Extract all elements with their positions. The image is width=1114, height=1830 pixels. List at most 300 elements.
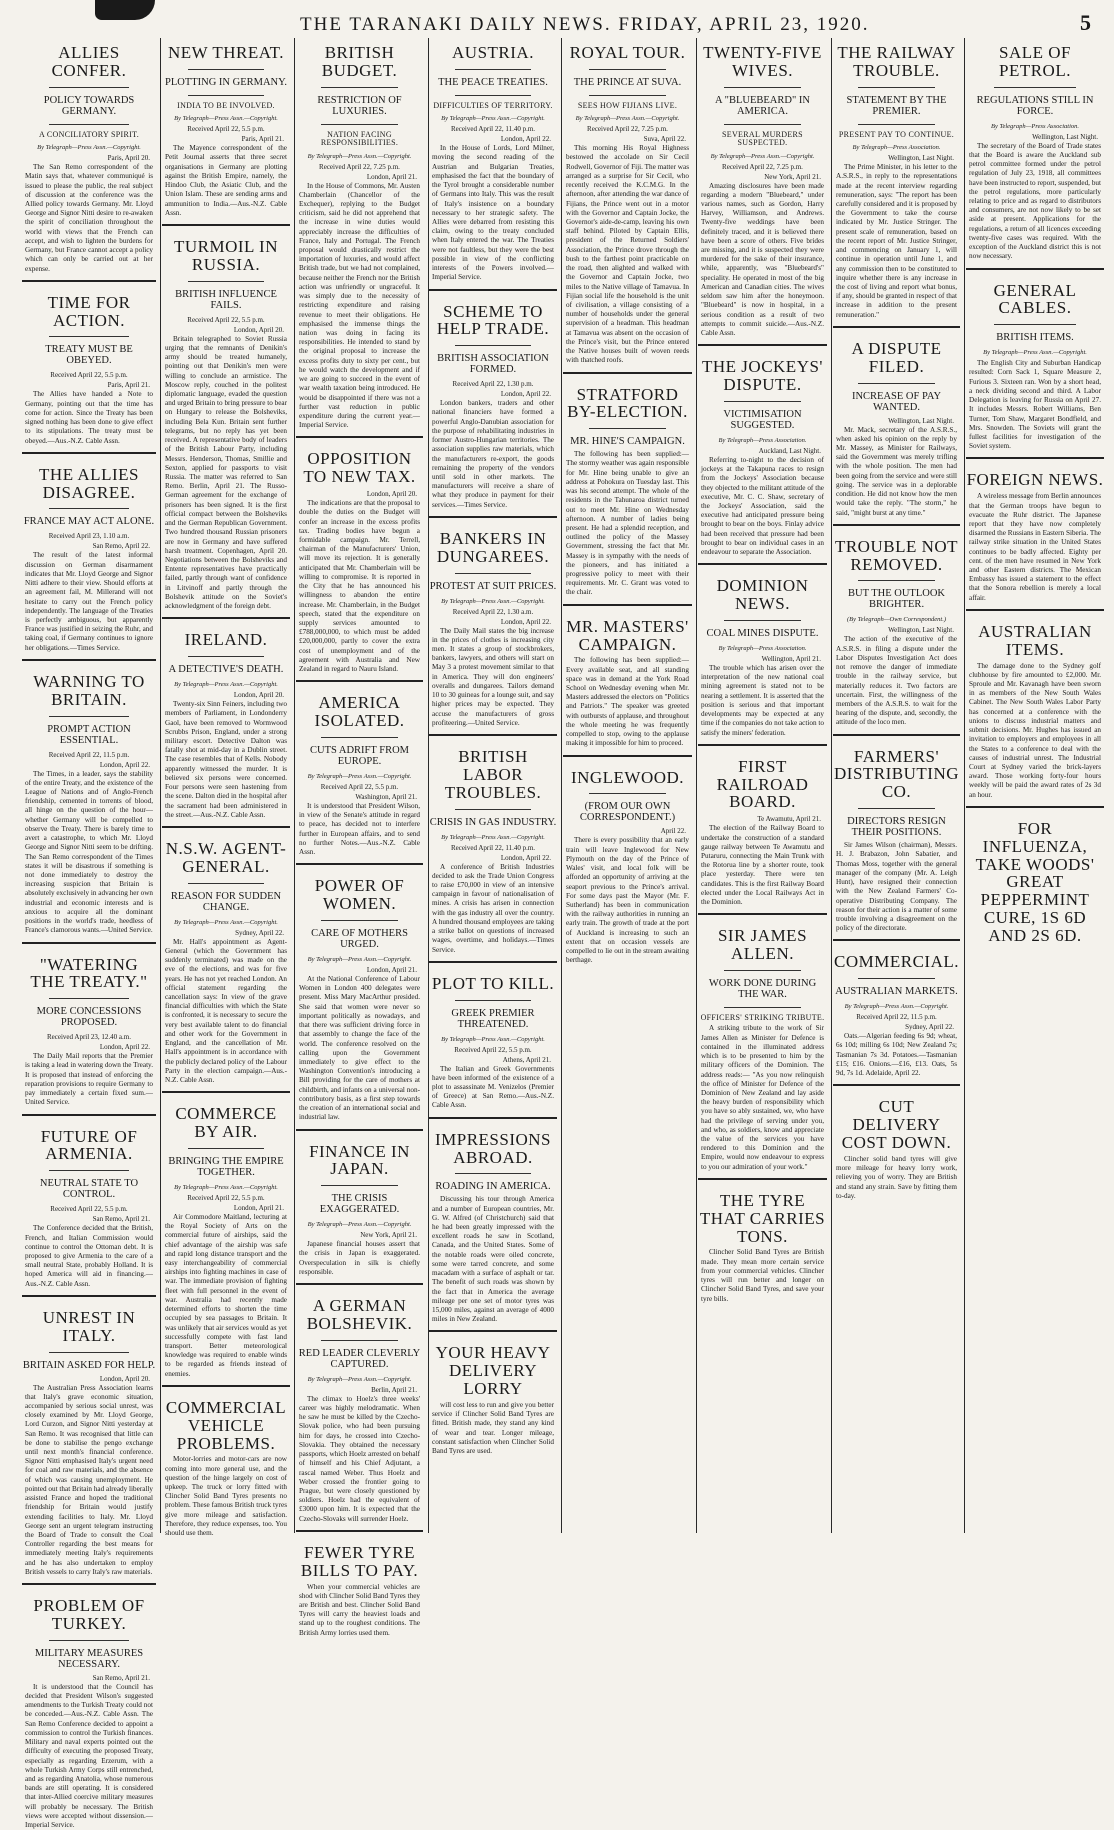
- article: [22, 659, 156, 936]
- dateline: Wellington, April 21.: [761, 655, 821, 664]
- dateline: London, April 20.: [99, 1374, 150, 1383]
- headline: A DISPUTE FILED.: [851, 338, 942, 376]
- article-divider: [429, 1330, 557, 1332]
- subheadline: NEUTRAL STATE TO CONTROL.: [39, 1178, 139, 1201]
- article-divider: [698, 344, 827, 346]
- headline: INGLEWOOD.: [570, 767, 685, 787]
- article-body: A conference of British Industries decided to ask the Trade Union Congress to raise £70,000 in view of an intensive campaign in favour of nationalisation of mines. A crisis has arisen in connection with the gas industry all over the country. A hundred thousand employees are taking a strike ballot on questions of increased wages, overtime, and holidays.—Times Service.: [432, 862, 554, 954]
- article-body: Referring to-night to the decision of jockeys at the Takapuna races to resign from the Jockeys' Association because they objected to the militant attitude of the executive, Mr. C. C. Shaw, secretary of the Jockeys' Association, said the executive had anticipated pressure being brought to bear on the boys. Finlay advice had been received that pressure had been brought to bear on individual cases in an endeavour to separate the Association.: [701, 455, 824, 557]
- article-divider: [966, 806, 1104, 808]
- column-8: [966, 38, 1104, 1533]
- received-line: Received April 22, 5.5 p.m.: [50, 1205, 128, 1214]
- article: [563, 38, 692, 366]
- head-rule: [455, 573, 532, 574]
- received-line: Received April 22, 7.25 p.m.: [722, 162, 803, 171]
- byline: By Telegraph—Press Association.: [990, 122, 1080, 130]
- headline: COMMERCIAL.: [834, 952, 959, 972]
- headline: A GERMAN BOLSHEVIK.: [306, 1296, 413, 1333]
- article: [698, 913, 827, 1172]
- article-divider: [429, 516, 557, 518]
- headline: DOMINION NEWS.: [716, 576, 809, 614]
- headline: STRATFORD BY-ELECTION.: [567, 384, 688, 422]
- article: [833, 939, 960, 1078]
- article-body: Clincher Solid Band Tyres are British made. They mean more certain service from your commercial vehicles. Clincher tyres will run better and longer on Clincher Solid Band Tyres, and save your tyre bills.: [701, 1248, 824, 1303]
- headline: FOR INFLUENZA, TAKE WOODS' GREAT PEPPERMINT CURE, 1S 6D AND 2S 6D.: [975, 818, 1095, 945]
- head-rule: [321, 87, 397, 88]
- headline: THE RAILWAY TROUBLE.: [837, 43, 956, 80]
- subheadline: THE CRISIS EXAGGERATED.: [319, 1193, 400, 1216]
- article-divider: [833, 734, 960, 736]
- newspaper-columns: [22, 38, 1108, 1830]
- byline: By Telegraph—Press Association.: [718, 645, 807, 653]
- received-line: Received April 22, 5.5 p.m.: [187, 1193, 265, 1202]
- subheadline: SEVERAL MURDERS SUSPECTED.: [722, 129, 803, 148]
- article-body: Britain telegraphed to Soviet Russia urging that the remnants of Denikin's army should be treated humanely, pointing out that Denikin's men were willing to conclude an armistice. The Moscow reply, couched in the politest diplomatic language, evaded the question and urged Britain to bring pressure to bear on Hungary to release the Bolsheviks, including Bela Kun. Britain sent further telegrams, but no reply has yet been received. A representative body of leaders of the British Labour Party, including Messrs. Henderson, Thomas, Smillie and Sexton, applied for passports to visit Russia. The matter was referred to San Remo. Berlin, April 21. The Russo-German agreement for the exchange of prisoners has been signed. It is the first official compact between the Bolsheviks and the German Republican Government. Two hundred thousand Russian prisoners are now in Germany and have suffered harsh treatment. Copenhagen, April 20. Negotiations between the Bolsheviks and Entente representatives have practically failed, partly through want of confidence in Litvinoff and partly through the Bolshevik attitude on the Soviet's acknowledgment of the foreign debt.: [165, 334, 287, 611]
- subheadline: NATION FACING RESPONSIBILITIES.: [320, 129, 399, 148]
- dateline: London, April 22.: [99, 1043, 150, 1052]
- head-rule: [455, 95, 532, 96]
- article: [698, 563, 827, 737]
- dateline: Paris, April 21.: [107, 381, 150, 390]
- article-divider: [833, 1084, 960, 1086]
- article-body: The Allies have handed a Note to Germany, pointing out that the time has come for action. Since the Treaty has been signed nothing has been done to give effect to its stipulations. The treaty must be obeyed.—Aus.-N.Z. Cable Assn.: [25, 390, 153, 445]
- column-rule: [964, 38, 965, 1533]
- article-body: The English City and Suburban Handicap resulted: Corn Sack 1, Square Measure 2, Furious 3. Sixteen ran. Won by a short head, a neck dividing second and third. A Labor Delegation is leaving for Russia on April 27. It includes Messrs. Robert Williams, Ben Turner, Tom Shaw, Margaret Bondfield, and Mrs. Snowden. The Soviets will grant the fullest facilities for investigation of the Soviet system.: [969, 359, 1101, 451]
- article-divider: [22, 1114, 156, 1116]
- article: [429, 1330, 557, 1456]
- byline: By Telegraph—Press Assn.—Copyright.: [307, 152, 412, 160]
- subheadline: INDIA TO BE INVOLVED.: [177, 100, 275, 110]
- head-rule: [321, 920, 397, 921]
- article-body: The trouble which has arisen over the interpretation of the new national coal mining agreement is stated not to be nearing a settlement. It is asserted that the position is serious and that important developments may be expected at any time if the companies do not take action to satisfy the miners' federation.: [701, 664, 824, 737]
- article-divider: [22, 942, 156, 944]
- headline: WARNING TO BRITAIN.: [33, 671, 145, 709]
- head-rule: [455, 1173, 532, 1174]
- head-rule: [858, 124, 934, 125]
- head-rule: [858, 87, 934, 88]
- article-divider: [563, 604, 692, 606]
- article: [833, 1084, 960, 1201]
- article-body: Clincher solid band tyres will give more mileage for heavy lorry work, relieving you of worry. They are British and stand any strain. Save by fitting them to-day.: [836, 1154, 957, 1200]
- article: [966, 268, 1104, 452]
- head-rule: [321, 124, 397, 125]
- article-body: Mr. Hall's appointment as Agent-General (which the Government has suddenly terminated) was made on the eve of the elections, and was for five years. He has not yet reached London. An official statement regarding the cancellation says: In view of the grave financial difficulties with which the State is confronted, it is necessary to secure the very best available talent to do financial and other work for the Government in England, and the cancellation of Mr. Hall's appointment is in accordance with the publicly declared policy of the Labour Party in the election campaign.—Aus.-N.Z. Cable Assn.: [165, 937, 287, 1084]
- article-body: In the House of Lords, Lord Milner, moving the second reading of the Austrian and Bulgarian Treaties, emphasised the fact that the boundary of the Tyrol brought a considerable number of Germans into Italy. This was the result of Italy's insistence on a boundary necessary to her strategic safety. The Allies were debarred from resisting this claim, owing to the treaty concluded when Italy entered the war. The Treaties were not faultless, but they were the best possible in view of the conflicting interests of the Powers involved.—Imperial Service.: [432, 144, 554, 282]
- subheadline: A CONCILIATORY SPIRIT.: [38, 129, 140, 139]
- subheadline: CRISIS IN GAS INDUSTRY.: [429, 816, 557, 828]
- head-rule: [724, 970, 801, 971]
- article-divider: [296, 1129, 423, 1131]
- article: [162, 38, 290, 218]
- article-divider: [563, 372, 692, 374]
- headline: MR. MASTERS' CAMPAIGN.: [566, 616, 689, 654]
- article-body: Sir James Wilson (chairman), Messrs. H. J. Brabazon, John Sabatier, and Thomas Moss, together with the general manager of the company (Mr. A. Leigh Hunt), have resigned their connection with the New Zealand Farmers' Co-operative Distributing Company. The reason for their action is a matter of some trouble involving a disagreement on the policy of the directorate.: [836, 841, 957, 933]
- column-rule: [428, 38, 429, 1533]
- head-rule: [455, 1000, 532, 1001]
- article: [563, 372, 692, 598]
- subheadline: PRESENT PAY TO CONTINUE.: [838, 129, 955, 139]
- headline: PROBLEM OF TURKEY.: [33, 1596, 145, 1633]
- article-body: There is every possibility that an early train will leave Inglewood for New Plymouth on the day of the Prince of Wales' visit, and local folk will be afforded an opportunity of arriving at the seaport previous to the Prince's arrival. For some days past the Mayor (Mr. F. Sutherland) has been in communication with the railway authorities in running an early train. The growth of trade at the port of Auckland is increasing to such an extent that on occasion vessels are compelled to lie out in the stream awaiting berthage.: [566, 836, 689, 965]
- column-rule: [160, 38, 161, 1533]
- received-line: Received April 22, 1.30 a.m.: [452, 607, 534, 616]
- byline: By Telegraph—Press Assn.—Copyright.: [174, 1183, 278, 1191]
- article: [162, 1091, 290, 1379]
- article: [296, 863, 423, 1122]
- article-divider: [698, 1178, 827, 1180]
- article-body: At the National Conference of Labour Women in London 400 delegates were present. Miss Mary MacArthur presided. She said that women were never so important politically as nowadays, and that there was sufficient driving force in that assembly to change the face of the world. The conference resolved on the calling upon the Government immediately to give effect to the Washington Convention's introducing a Bill providing for the care of mothers at childbirth, and infants on a universal non-contributory basis, as a first step towards the creation of an international social and industrial law.: [299, 975, 420, 1122]
- head-rule: [49, 1352, 129, 1353]
- received-line: Received April 22, 1.30 p.m.: [452, 380, 534, 389]
- article: [22, 1295, 156, 1577]
- article-body: The indications are that the proposal to double the duties on the Budget will confer an increase in the excess profits tax. Trading bodies have begun a formidable campaign. Mr. Terrell, chairman of the Manufacturers' Union, will move its rejection. It is generally anticipated that Mr. Chamberlain will be willing to compromise. It is reported in the City that he has announced his willingness to abandon the entire increase. Mr. Chamberlain, in the Budget speech, stated that the expenditure on supply services amounted to £788,000,000, to which must be added £20,000,000, partly to cover the extra cost of unemployment and of the agreement with Australia and New Zealand in regard to Nauru Island.: [299, 499, 420, 674]
- article: [296, 1530, 423, 1638]
- byline: By Telegraph—Press Assn.—Copyright.: [307, 956, 412, 963]
- head-rule: [455, 809, 532, 810]
- article-divider: [833, 326, 960, 328]
- received-line: Received April 22, 5.5 p.m.: [454, 1045, 532, 1054]
- head-rule: [188, 95, 265, 96]
- dateline: New York, April 21.: [764, 172, 821, 181]
- received-line: Received April 22, 11.40 p.m.: [450, 125, 536, 134]
- article-divider: [429, 289, 557, 291]
- dateline: London, April 20.: [233, 325, 284, 334]
- headline: COMMERCIAL VEHICLE PROBLEMS.: [165, 1397, 287, 1453]
- newspaper-title: THE TARANAKI DAILY NEWS. FRIDAY, APRIL 23, 1920.: [300, 14, 870, 35]
- dateline: London, April 22.: [500, 135, 551, 144]
- dateline: Te Awamutu, April 21.: [757, 815, 821, 824]
- headline: TURMOIL IN RUSSIA.: [174, 237, 278, 274]
- dateline: Paris, April 21.: [241, 135, 284, 144]
- article: [698, 344, 827, 557]
- subheadline: PLOTTING IN GERMANY.: [164, 76, 287, 88]
- received-line: Received April 23, 12.40 a.m.: [47, 1033, 131, 1042]
- subheadline: INCREASE OF PAY WANTED.: [851, 390, 942, 413]
- article-divider: [966, 268, 1104, 270]
- dateline: London, April 22.: [500, 853, 551, 862]
- article: [429, 516, 557, 728]
- subheadline: TREATY MUST BE OBEYED.: [45, 344, 133, 367]
- article: [966, 38, 1104, 262]
- dateline: New York, April 21.: [360, 1231, 417, 1240]
- article-divider: [966, 609, 1104, 611]
- article-body: The following has been supplied:—Every available seat, and all standing space was in demand at the York Road School on Wednesday evening when Mr. Masters addressed the electors on "Politics and Patriots." The speaker was greeted with outbursts of applause, and throughout the whole meeting he was frequently compelled to stop, owing to the applause making it impossible for him to proceed.: [566, 656, 689, 748]
- subheadline: MILITARY MEASURES NECESSARY.: [34, 1647, 144, 1670]
- dateline: Washington, April 21.: [355, 792, 417, 801]
- byline: By Telegraph—Press Assn.—Copyright.: [441, 1035, 545, 1043]
- subheadline: THE PEACE TREATIES.: [438, 76, 548, 88]
- subheadline: RED LEADER CLEVERLY CAPTURED.: [298, 1347, 421, 1370]
- column-rule: [294, 38, 295, 1533]
- byline: By Telegraph—Press Assn.—Copyright.: [307, 772, 412, 780]
- received-line: Received April 22, 5.5 p.m.: [50, 371, 128, 380]
- article-divider: [22, 659, 156, 661]
- headline: BRITISH BUDGET.: [321, 43, 398, 80]
- article-body: A striking tribute to the work of Sir James Allen as Minister for Defence is contained in the illuminated address which is to be presented to him by the military officers of the Dominion. The address reads:— "As you now relinquish the office of Minister for Defence of the Dominion of New Zealand and lay aside the heavy burden of responsibility which you have so ably sustained, we, who have had the privilege of serving under you, and who, as soldiers, know and appreciate the value of the services you have rendered to this Dominion and the Empire, would now endeavour to express to you our admiration of your work.": [701, 1024, 824, 1171]
- article-body: This morning His Royal Highness bestowed the accolade on Sir Cecil Rodwell, Governor of Fiji. The matter was arranged as a surprise for Sir Cecil, who recently received the K.C.M.G. In the afternoon, after attending the war dance of Fijians, the Prince went out in a motor with the Governor and Captain Jocke, the Governor's aide-de-camp, leaving his own staff behind. Piloted by Captain Ellis, president of the Returned Soldiers' Association, the Prince drove through the bush to the farthest point practicable on the road, then alighted and walked with the Governor and Captain Jocke, two miles to the Native village of Tamavua. In Fijian social life the household is the unit of civilisation, a village consisting of a number of households under the general supervision of a headman. This headman at Tamavua was absent on the occasion of the Prince's visit, but the Prince entered the Native houses built of woven reeds with thatched roofs.: [566, 144, 689, 365]
- subheadline: PROTEST AT SUIT PRICES.: [429, 580, 557, 592]
- headline: THE TYRE THAT CARRIES TONS.: [699, 1190, 826, 1246]
- column-6: [698, 38, 827, 1533]
- article: [22, 1583, 156, 1830]
- article: [833, 38, 960, 320]
- received-line: Received April 22, 5.5 p.m.: [187, 125, 265, 134]
- article-divider: [162, 617, 290, 619]
- article: [22, 452, 156, 653]
- subheadline: CUTS ADRIFT FROM EUROPE.: [309, 744, 409, 767]
- headline: AUSTRALIAN ITEMS.: [978, 621, 1092, 659]
- article-body: The election of the Railway Board to undertake the construction of a standard gauge railway between Te Awamutu and Putaruru, connecting the Main Trunk with the Rotorua line by a shorter route, took place yesterday. There were ten candidates. This is the first Railway Board elected under the Local Railways Act in the Dominion.: [701, 824, 824, 907]
- head-rule: [455, 69, 532, 70]
- article-divider: [833, 524, 960, 526]
- headline: THE ALLIES DISAGREE.: [39, 464, 139, 502]
- article-body: The Australian Press Association learns that Italy's grave economic situation, accompanied by serious social unrest, was closely examined by Mr. Lloyd George, Lord Curzon, and Signor Nitti yesterday at San Remo. It was recognised that little can be done to stabilise the pengo exchange until next month's financial conference. Signor Nitti emphasised Italy's urgent need for coal and raw materials, and the absence of which was causing unemployment. He pointed out that Britain had already liberally assisted France and hoped the traditional friendship for Britain would justify extending facilities to Italy. Mr. Lloyd George sent an urgent telegram instructing the Board of Trade to consult the Coal Controller regarding the best means for immediately meeting Italy's requirements and he has also undertaken to employ British vessels to carry Italy's raw materials.: [25, 1383, 153, 1576]
- dateline: London, April 21.: [366, 172, 417, 181]
- head-rule: [994, 87, 1077, 88]
- article: [162, 224, 290, 611]
- head-rule: [49, 124, 129, 125]
- headline: FOREIGN NEWS.: [966, 470, 1104, 490]
- subheadline: VICTIMISATION SUGGESTED.: [723, 408, 802, 431]
- subheadline: RESTRICTION OF LUXURIES.: [317, 94, 402, 117]
- article-body: Japanese financial houses assert that the crisis in Japan is exaggerated. Overspeculation in silk is chiefly responsible.: [299, 1240, 420, 1276]
- article-divider: [22, 1295, 156, 1297]
- head-rule: [321, 737, 397, 738]
- article-divider: [296, 1530, 423, 1532]
- article-body: The result of the latest informal discussion on German disarmament indicates that Mr. Lloyd George and Signor Nitti adhere to their view. Should efforts at an agreement fail, M. Millerand will not hesitate to carry out the French policy independently. The language of the Treaties is perfectly ambiguous, but apparently France was justified in seizing the Ruhr, and taking coal, if Germany continues to ignore her obligations.—Times Service.: [25, 551, 153, 652]
- article-body: The Daily Mail states the big increase in the prices of clothes is increasing city men. It states a group of stockbrokers, bankers, lawyers, and others will start on May 3 a protest movement similar to that in America. They will don engineers' overalls and dungarees. Tailors demand 10 to 30 guineas for a lounge suit, and say higher prices may be expected. They accuse the manufacturers of gross profiteering.—United Service.: [432, 626, 554, 727]
- subheadline: AUSTRALIAN MARKETS.: [835, 986, 958, 998]
- headline: YOUR HEAVY DELIVERY LORRY: [435, 1343, 551, 1399]
- subheadline: DIRECTORS RESIGN THEIR POSITIONS.: [847, 816, 946, 839]
- article-divider: [698, 563, 827, 565]
- column-7: [833, 38, 960, 1533]
- article-divider: [296, 863, 423, 865]
- article-divider: [296, 680, 423, 682]
- ink-blot: [95, 0, 155, 20]
- dateline: London, April 20.: [233, 691, 284, 700]
- subheadline: REGULATIONS STILL IN FORCE.: [976, 94, 1094, 117]
- dateline: Athens, April 21.: [502, 1055, 551, 1064]
- subheadline: BRITISH INFLUENCE FAILS.: [175, 288, 277, 311]
- head-rule: [858, 808, 934, 809]
- dateline: London, April 22.: [99, 760, 150, 769]
- dateline: San Remo, April 21.: [92, 1673, 150, 1682]
- headline: FARMERS' DISTRIBUTING CO.: [834, 746, 959, 802]
- subheadline: OFFICERS' STRIKING TRIBUTE.: [700, 1013, 825, 1023]
- dateline: Sydney, April 22.: [235, 928, 284, 937]
- article-body: The following has been supplied:— The stormy weather was again responsible for Mr. Hine being unable to give an address at Pohokura on Tuesday last. This was his second attempt. The whole of the residents in the Tahunaroa district turned out to meet Mr. Hine on Wednesday afternoon. A number of ladies being present. He had a splendid reception, and outlined the policy of the Massey Government, stressing the fact that Mr. Massey is in sympathy with the needs of the pioneers, and has initiated a progressive policy to meet with their requirements. Mr. C. Grant was voted to the chair.: [566, 450, 689, 597]
- headline: POWER OF WOMEN.: [314, 876, 405, 914]
- article: [296, 38, 423, 430]
- article-body: Air Commodore Maitland, lecturing at the Royal Society of Arts on the commercial future of airships, said the chief advantage of the airship was safe and rapid long distance transport and the easy interchangeability of commercial airships into fighting machines in case of war. The immediate provision of fighting fleet with full personnel in the event of war. Australia had recently made determined efforts to shorten the time occupied by sea passages to Britain. It was unlikely that air services would as yet successfully compete with fast land transport. Better meteorological knowledge was required to enable winds to be regarded as friends instead of enemies.: [165, 1212, 287, 1378]
- headline: PLOT TO KILL.: [431, 973, 555, 993]
- dateline: Wellington, Last Night.: [1032, 132, 1098, 141]
- article-body: The damage done to the Sydney golf clubhouse by fire amounted to £2,000. Mr. Sproule and Mr. Kavanagh have been sworn in as members of the New South Wales Cabinet. The New South Wales Labor Party has concerned at a conference with the unions to discuss industrial matters and submit decisions. Mr. Hughes has issued an invitation to employers and employees in all the States to a conference to deal with the causes of industrial unrest. The Industrial Court at Sydney varied the brick-layers award. Those working forty-four hours weekly will be paid the award rates of 2s 3d an hour.: [969, 661, 1101, 799]
- article-divider: [162, 1385, 290, 1387]
- article-body: The Conference decided that the British, French, and Italian Commission would continue to control the Ottoman debt. It is proposed to give Armenia to the care of a small neutral State, probably Holland. It is hoped America will aid in financing.—Aus.-N.Z. Cable Assn.: [25, 1224, 153, 1288]
- column-1: [22, 38, 156, 1830]
- dateline: Paris, April 20.: [107, 154, 150, 163]
- dateline: Berlin, April 21.: [371, 1385, 417, 1394]
- headline: ALLIES CONFER.: [51, 43, 127, 80]
- article-body: Oats.—Algerian feeding 6s 9d; wheat, 6s 10d; milling 6s 10d; New Zealand 7s; Tasmanian 7s 3d. Potatoes.—Tasmanian £15; £16. Onions.—£16, £13. Oats, 5s 9d, 7s 1d. Adelaide, April 22.: [836, 1032, 957, 1078]
- subheadline: SEES HOW FIJIANS LIVE.: [577, 100, 678, 110]
- article: [22, 1114, 156, 1289]
- headline: IRELAND.: [184, 630, 268, 650]
- head-rule: [589, 95, 666, 96]
- head-rule: [49, 716, 129, 717]
- received-line: Received April 23, 1.10 a.m.: [48, 532, 130, 541]
- byline: By Telegraph—Press Assn.—Copyright.: [575, 115, 680, 123]
- byline: (By Telegraph—Own Correspondent.): [846, 616, 946, 624]
- article-divider: [22, 280, 156, 282]
- article: [296, 1129, 423, 1278]
- article: [429, 1117, 557, 1325]
- byline: By Telegraph—Press Assn.—Copyright.: [307, 1221, 412, 1229]
- received-line: Received April 22, 11.5 p.m.: [856, 1013, 937, 1022]
- headline: FUTURE OF ARMENIA.: [40, 1126, 138, 1164]
- subheadline: REASON FOR SUDDEN CHANGE.: [170, 890, 282, 913]
- article-body: When your commercial vehicles are shod with Clincher Solid Band Tyres they are British and best. Clincher Solid Band Tyres will carry the heaviest loads and stand up to the roughest conditions. The British Army lorries used them.: [299, 1582, 420, 1637]
- article-body: The San Remo correspondent of the Matin says that, whatever communiqué is issued to please the public, the real subject of discussion at the conference was the Allied policy towards Germany. Mr. Lloyd George and Signor Nitti desire to re-awaken the spirit of conciliation throughout the world with views that the French can accept, and wish to lighten the burdens for Germany, but France cannot accept a policy which can only be carried out at her expense.: [25, 163, 153, 273]
- column-5: [563, 38, 692, 1533]
- subheadline: BRITISH ITEMS.: [996, 332, 1074, 344]
- byline: By Telegraph—Press Assn.—Copyright.: [983, 349, 1087, 357]
- article: [162, 1385, 290, 1539]
- byline: By Telegraph—Press Assn.—Copyright.: [174, 115, 278, 123]
- subheadline: BRITISH ASSOCIATION FORMED.: [437, 353, 549, 376]
- subheadline: STATEMENT BY THE PREMIER.: [846, 94, 947, 117]
- subheadline: WORK DONE DURING THE WAR.: [708, 977, 817, 1000]
- dateline: San Remo, April 21.: [92, 1215, 150, 1224]
- article-body: will cost less to run and give you better service if Clincher Solid Band Tyres are fitted. British made, they stand any kind of wear and tear. Longer mileage, constant satisfaction when Clincher Solid Band Tyres are used.: [432, 1400, 554, 1456]
- byline: By Telegraph—Press Assn.—Copyright.: [174, 918, 278, 926]
- article-body: The Italian and Greek Governments have been informed of the existence of a plot to assassinate M. Venizelos (Premier of Greece) at San Remo.—Aus.-N.Z. Cable Assn.: [432, 1064, 554, 1110]
- article-divider: [296, 1283, 423, 1285]
- dateline: London, April 20.: [366, 490, 417, 499]
- head-rule: [49, 1640, 129, 1641]
- article-body: The secretary of the Board of Trade states that the Board is aware the Auckland sub petrol committee formed under the petrol regulation of July 23, 1918, all committees have been instructed to report, suspended, but the petrol regulations, more particularly relating to price and as regard to distributors and consumers, are not now likely to be set aside at present. Applications for the regulations, a return of all licences exceeding twenty-five cases was required. With the exception of the Auckland district this is not now necessary.: [969, 141, 1101, 261]
- subheadline: DIFFICULTIES OF TERRITORY.: [433, 100, 553, 110]
- article: [966, 457, 1104, 602]
- head-rule: [724, 124, 801, 125]
- article-divider: [22, 1583, 156, 1585]
- headline: FINANCE IN JAPAN.: [309, 1141, 410, 1179]
- article-divider: [429, 734, 557, 736]
- headline: AUSTRIA.: [452, 43, 534, 62]
- headline: GENERAL CABLES.: [993, 280, 1077, 318]
- dateline: San Remo, April 22.: [92, 542, 150, 551]
- headline: FIRST RAILROAD BOARD.: [716, 756, 809, 812]
- dateline: Wellington, Last Night.: [888, 626, 954, 635]
- article: [296, 436, 423, 674]
- page-number: 5: [1080, 10, 1091, 35]
- subheadline: COAL MINES DISPUTE.: [706, 628, 819, 640]
- subheadline: MR. HINE'S CAMPAIGN.: [570, 436, 685, 448]
- column-rule: [831, 38, 832, 1533]
- article-body: The action of the executive of the A.S.R.S. in filing a dispute under the Labor Disputes Investigation Act does not remove the danger of immediate trouble in the railway service, but materially reduces it. Two factors are uncertain. First, the willingness of the members of the A.S.R.S. to wait for the hearing of the dispute, and, secondly, the attitude of the loco men.: [836, 635, 957, 727]
- article-body: London bankers, traders and other national financiers have formed a powerful Anglo-Danubian association for the purpose of rehabilitating industries in former Austro-Hungarian territories. The association supplies raw materials, which the manufacturers re-export, the goods remaining the property of the vendors until sold in other markets. The manufacturers will receive a share of what they produce in payment for their services.—Times Service.: [432, 399, 554, 509]
- headline: COMMERCE BY AIR.: [175, 1104, 277, 1142]
- received-line: Received April 22, 5.5 p.m.: [320, 782, 399, 791]
- headline: UNREST IN ITALY.: [42, 1307, 136, 1345]
- subheadline: THE PRINCE AT SUVA.: [573, 76, 682, 88]
- article-divider: [22, 452, 156, 454]
- subheadline: GREEK PREMIER THREATENED.: [451, 1007, 535, 1030]
- byline: By Telegraph—Press Assn.—Copyright.: [844, 1003, 949, 1011]
- subheadline: BUT THE OUTLOOK BRIGHTER.: [847, 588, 946, 611]
- headline: FEWER TYRE BILLS TO PAY.: [300, 1542, 419, 1580]
- article-body: Twenty-six Sinn Feiners, including two members of Parliament, in Londonderry Gaol, have been removed to Wormwood Scrubbs Prison, England, under a strong military escort. Detective Dalton was fatally shot at mid-day in a Dublin street. The case resembles that of Kells. Nobody apparently witnessed the murder. It is believed six persons were concerned. Four persons were seen hastening from the scene. Dalton died in the hospital after the sacrament had been administered in the street.—Aus.-N.Z. Cable Assn.: [165, 700, 287, 819]
- headline: BANKERS IN DUNGAREES.: [436, 528, 550, 566]
- article-body: The Times, in a leader, says the stability of the entire Treaty, and the existence of the League of Nations and of Anglo-French friendship, cemented in torrents of blood, all hinge on the question of the hour—whether Germany will be compelled to observe the Treaty. There is barely time to avert a catastrophe, to which Mr. Lloyd George and Signor Nitti seem to be drifting. The San Remo correspondent of the Times states it will be disastrous if something is not done immediately to destroy the increasing suspicion that Britain is absolutely exclusively in advancing her own industrial and economic interests and is anxious to acquire all the dominant positions in the world's trade, heedless of France's clamorous wants.—United Service.: [25, 769, 153, 935]
- subheadline: PROMPT ACTION ESSENTIAL.: [47, 723, 131, 746]
- head-rule: [994, 324, 1077, 325]
- head-rule: [858, 978, 934, 979]
- article-divider: [162, 224, 290, 226]
- article-divider: [429, 961, 557, 963]
- article-body: It is understood that the Council has decided that President Wilson's suggested amendments to the Turkish Treaty could not be conceded.—Aus.-N.Z. Cable Assn. The San Remo Conference decided to appoint a commission to control the Turkish finances. Military and naval experts pointed out the difficulty of executing the proposed Treaty, especially as regarding Erzerum, with a whole Turkish Army Corps still entrenched, and as regarding Anatolia, whose numerous bands are still operating. It is considered that inter-Allied coercive military measures will probably be necessary. The British views were accepted without dissension.—Imperial Service.: [25, 1682, 153, 1830]
- received-line: Received April 22, 7.25 p.m.: [587, 125, 668, 134]
- byline: By Telegraph—Press Assn.—Copyright.: [307, 1375, 412, 1383]
- headline: IMPRESSIONS ABROAD.: [434, 1129, 552, 1167]
- column-rule: [561, 38, 562, 1533]
- column-4: [429, 38, 557, 1533]
- article: [698, 1178, 827, 1304]
- column-rule: [696, 38, 697, 1533]
- headline: SCHEME TO HELP TRADE.: [436, 301, 550, 339]
- subheadline: (FROM OUR OWN CORRESPONDENT.): [579, 801, 676, 824]
- article-body: Amazing disclosures have been made regarding a modern "Bluebeard," under various names, such as Gordon, Harry Harvey, Williamson, and Andrews. Twenty-five weddings have been definitely traced, and it is believed there have been a score of others. Five brides are missing, and it is suspected they were murdered for the sake of their insurance, while, apparently, was "Bluebeard's" speciality. He operated in most of the big American and Canadian cities. The wives seldom saw him after the honeymoon. "Bluebeard" is now in hospital, in a serious condition as a result of two attempts to commit suicide.—Aus.-N.Z. Cable Assn.: [701, 181, 824, 337]
- article-body: Motor-lorries and motor-cars are now coming into more general use, and the question of the hinge largely on cost of upkeep. The truck or lorry fitted with Clincher Solid Band Tyres presents no problem. These famous British truck tyres give more mileage and satisfaction. Therefore, they reduce expenses, too. You should use them.: [165, 1455, 287, 1538]
- head-rule: [188, 883, 265, 884]
- dateline: London, April 22.: [500, 390, 551, 399]
- article: [698, 744, 827, 908]
- head-rule: [724, 620, 801, 621]
- byline: By Telegraph—Press Assn.—Copyright.: [441, 115, 545, 123]
- headline: CUT DELIVERY COST DOWN.: [841, 1097, 952, 1153]
- head-rule: [455, 345, 532, 346]
- subheadline: MORE CONCESSIONS PROPOSED.: [36, 1006, 142, 1029]
- article: [429, 38, 557, 283]
- head-rule: [49, 508, 129, 509]
- article-body: Discussing his tour through America and a number of European countries, Mr. G. W. Alfred (of Christchurch) said that he had been greatly impressed with the excellent roads he saw in Scotland, Canada, and the United States. Some of the notable roads were oiled concrete, some were tarred concrete, and some macadam with a surface of asphalt or tar. The benefit of such roads was shown by the fact that in America the average mileage per one set of motor tyres was 15,000 miles, against an average of 4000 miles in New Zealand.: [432, 1195, 554, 1324]
- dateline: Sydney, April 22.: [905, 1023, 954, 1032]
- article: [833, 326, 960, 518]
- dateline: Auckland, Last Night.: [758, 446, 821, 455]
- received-line: Received April 22, 11.5 p.m.: [48, 750, 130, 759]
- dateline: Suva, April 22.: [643, 135, 686, 144]
- head-rule: [858, 580, 934, 581]
- received-line: Received April 22, 7.25 p.m.: [319, 162, 400, 171]
- subheadline: CARE OF MOTHERS URGED.: [311, 927, 408, 950]
- article: [563, 755, 692, 966]
- column-2: [162, 38, 290, 1538]
- article: [429, 289, 557, 510]
- article: [162, 617, 290, 820]
- byline: By Telegraph—Press Assn.—Copyright.: [174, 681, 278, 689]
- article: [429, 734, 557, 955]
- byline: By Telegraph—Press Association.: [852, 144, 941, 152]
- headline: NEW THREAT.: [168, 43, 284, 62]
- article: [162, 826, 290, 1085]
- article: [22, 942, 156, 1108]
- dateline: London, April 21.: [233, 1203, 284, 1212]
- article: [22, 280, 156, 446]
- head-rule: [49, 87, 129, 88]
- head-rule: [49, 998, 129, 999]
